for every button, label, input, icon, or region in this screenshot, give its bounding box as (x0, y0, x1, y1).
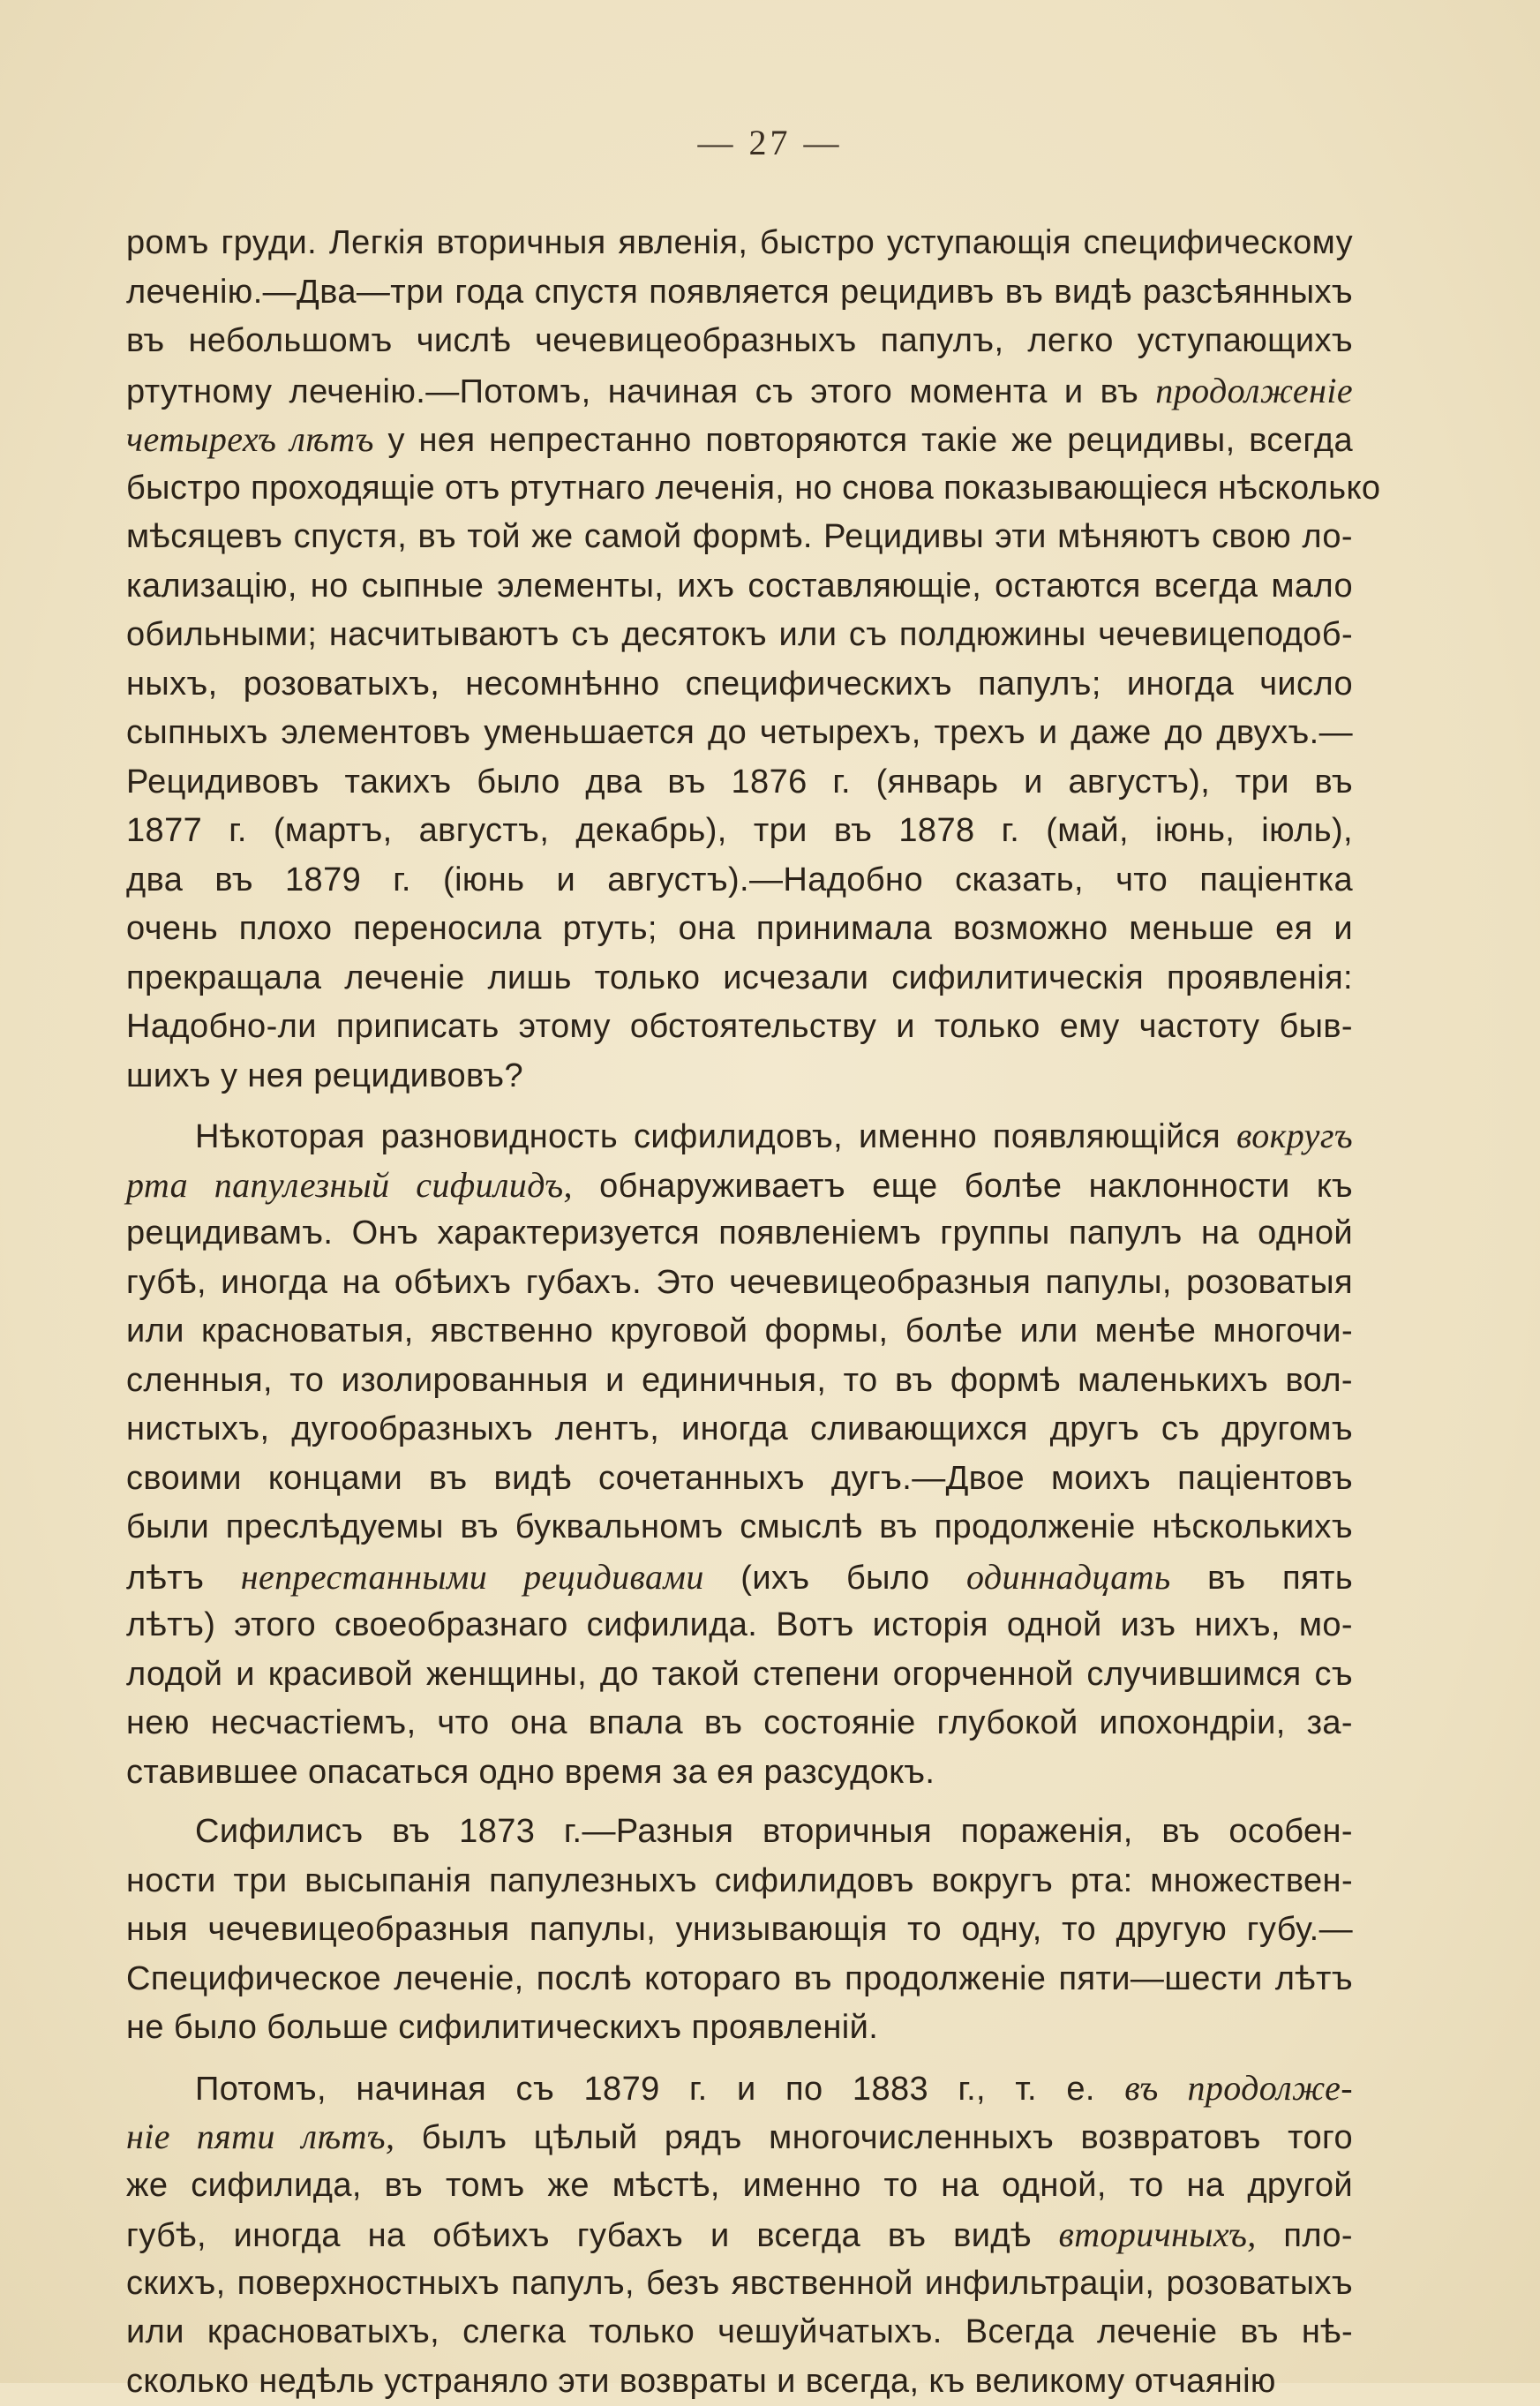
text-run: обнаруживаетъ еще болѣе наклонности къ (573, 1168, 1353, 1205)
text-run: ставившее опасаться одно время за ея разсудокъ. (126, 1754, 935, 1791)
text-line (126, 562, 1353, 612)
text-line (126, 1601, 1353, 1650)
text-line (126, 1808, 1353, 1857)
body-text (126, 219, 1353, 2406)
text-line (126, 1748, 1353, 1798)
text-run: 1877 г. (мартъ, августъ, декабрь), три въ 1878 г. (май, іюнь, іюль), (126, 812, 1353, 849)
italic-run: непрестанными рецидивами (241, 1557, 704, 1597)
text-run: лѣтъ) этого своеобразнаго сифилида. Вотъ исторія одной изъ нихъ, мо- (126, 1606, 1353, 1643)
text-run: ртутному леченію.—Потомъ, начиная съ этого момента и въ (126, 373, 1155, 410)
text-run: не было больше сифилитическихъ проявленій. (126, 2009, 878, 2046)
text-line (126, 513, 1353, 562)
text-run: кализацію, но сыпные элементы, ихъ составляющіе, остаются всегда мало (126, 568, 1353, 605)
paragraph (126, 2064, 1353, 2406)
text-line (126, 366, 1353, 416)
text-run: нею несчастіемъ, что она впала въ состояніе глубокой ипохондріи, за- (126, 1704, 1353, 1741)
text-run: быстро проходящіе отъ ртутнаго леченія, но снова показывающіеся нѣсколько (126, 470, 1380, 507)
paragraph-gap (126, 2053, 1353, 2064)
text-line (126, 1405, 1353, 1455)
text-line (126, 219, 1353, 268)
paragraph (126, 219, 1353, 1101)
text-line (126, 1857, 1353, 1906)
text-run: шихъ у нея рецидивовъ? (126, 1057, 523, 1094)
text-line (126, 464, 1353, 514)
text-run: Сифилисъ въ 1873 г.—Разныя вторичныя пораженія, въ особен- (195, 1813, 1353, 1850)
text-line (126, 807, 1353, 856)
text-line (126, 415, 1353, 464)
text-run: сленныя, то изолированныя и единичныя, то въ формѣ маленькихъ вол- (126, 1362, 1353, 1399)
text-line (126, 1553, 1353, 1602)
italic-run: продолженіе (1155, 371, 1353, 410)
text-line (126, 2064, 1353, 2113)
text-line (126, 2259, 1353, 2309)
italic-run: рта папулезный сифилидъ, (126, 1165, 573, 1205)
text-run: пло- (1257, 2217, 1353, 2254)
text-run: губѣ, иногда на обѣихъ губахъ. Это чечевицеобразныя папулы, розоватыя (126, 1264, 1353, 1301)
text-run: или красноватыя, явственно круговой формы, болѣе или менѣе многочи- (126, 1312, 1353, 1350)
text-line (126, 758, 1353, 808)
text-run: были преслѣдуемы въ буквальномъ смыслѣ въ продолженіе нѣсколькихъ (126, 1508, 1353, 1545)
text-run: у нея непрестанно повторяются такіе же рецидивы, всегда (374, 422, 1353, 459)
text-line (126, 1955, 1353, 2004)
text-run: ныхъ, розоватыхъ, несомнѣнно специфическихъ папулъ; иногда число (126, 665, 1353, 703)
text-line (126, 954, 1353, 1004)
text-run: или красноватыхъ, слегка только чешуйчатыхъ. Всегда леченіе въ нѣ- (126, 2313, 1353, 2350)
text-run: Специфическое леченіе, послѣ котораго въ продолженіе пяти—шести лѣтъ (126, 1960, 1353, 1997)
text-run: скихъ, поверхностныхъ папулъ, безъ явственной инфильтраціи, розоватыхъ (126, 2265, 1353, 2302)
text-run: мѣсяцевъ спустя, въ той же самой формѣ. Рецидивы эти мѣняютъ свою ло- (126, 518, 1353, 555)
paragraph-gap (126, 1101, 1353, 1111)
text-run: былъ цѣлый рядъ многочисленныхъ возвратовъ того (394, 2119, 1353, 2156)
text-line (126, 1455, 1353, 1504)
text-line (126, 905, 1353, 954)
text-line (126, 1161, 1353, 1210)
text-line (126, 1307, 1353, 1357)
text-line (126, 709, 1353, 758)
text-run: леченію.—Два—три года спустя появляется рецидивъ въ видѣ разсѣянныхъ (126, 274, 1353, 311)
text-run: рецидивамъ. Онъ характеризуется появленіемъ группы папулъ на одной (126, 1214, 1353, 1252)
text-line (126, 1503, 1353, 1553)
text-line (126, 1003, 1353, 1052)
text-run: (ихъ было (704, 1560, 966, 1597)
text-line (126, 2112, 1353, 2162)
text-line (126, 1699, 1353, 1748)
text-line (126, 660, 1353, 710)
text-line (126, 1650, 1353, 1700)
italic-run: одиннадцать (966, 1557, 1171, 1597)
text-run: ности три высыпанія папулезныхъ сифилидовъ вокругъ рта: множествен- (126, 1862, 1353, 1899)
text-run: ныя чечевицеобразныя папулы, унизывающія то одну, то другую губу.— (126, 1911, 1353, 1948)
text-run: въ небольшомъ числѣ чечевицеобразныхъ папулъ, легко уступающихъ (126, 322, 1353, 359)
text-line (126, 1259, 1353, 1308)
text-run: Рецидивовъ такихъ было два въ 1876 г. (январь и августъ), три въ (126, 763, 1353, 801)
text-line (126, 317, 1353, 366)
text-run: своими концами въ видѣ сочетанныхъ дугъ.—Двое моихъ паціентовъ (126, 1460, 1353, 1497)
text-run: лодой и красивой женщины, до такой степени огорченной случившимся съ (126, 1656, 1353, 1693)
text-run: ромъ груди. Легкія вторичныя явленія, быстро уступающія специфическому (126, 224, 1353, 261)
text-run: лѣтъ (126, 1560, 241, 1597)
text-run: очень плохо переносила ртуть; она принимала возможно меньше ея и (126, 910, 1353, 947)
text-run: сыпныхъ элементовъ уменьшается до четырехъ, трехъ и даже до двухъ.— (126, 714, 1353, 751)
text-line (126, 2308, 1353, 2357)
page-number: — 27 — (0, 122, 1540, 163)
text-line (126, 1111, 1353, 1161)
text-run: Надобно-ли приписать этому обстоятельству и только ему частоту быв- (126, 1008, 1353, 1045)
text-line (126, 1052, 1353, 1101)
italic-run: четырехъ лѣтъ (126, 419, 374, 459)
text-line (126, 2357, 1353, 2406)
text-run: нистыхъ, дугообразныхъ лентъ, иногда сливающихся другъ съ другомъ (126, 1410, 1353, 1447)
text-line (126, 856, 1353, 906)
text-run: обильными; насчитываютъ съ десятокъ или съ полдюжины чечевицеподоб- (126, 616, 1353, 653)
italic-run: вокругъ (1236, 1116, 1353, 1155)
paragraph (126, 1111, 1353, 1797)
paragraph (126, 1808, 1353, 2053)
text-run: въ пять (1171, 1560, 1353, 1597)
text-line (126, 1906, 1353, 1955)
italic-run: вторичныхъ, (1058, 2214, 1256, 2254)
text-line (126, 611, 1353, 660)
text-run: же сифилида, въ томъ же мѣстѣ, именно то на одной, то на другой (126, 2167, 1353, 2204)
text-line (126, 1209, 1353, 1259)
text-run: сколько недѣль устраняло эти возвраты и всегда, къ великому отчаянію (126, 2363, 1276, 2400)
text-line (126, 2210, 1353, 2259)
text-line (126, 268, 1353, 318)
text-run: два въ 1879 г. (іюнь и августъ).—Надобно сказать, что паціентка (126, 861, 1353, 898)
text-line (126, 2004, 1353, 2053)
italic-run: въ продолже- (1124, 2068, 1353, 2108)
text-line (126, 1357, 1353, 1406)
text-line (126, 2162, 1353, 2211)
text-run: прекращала леченіе лишь только исчезали сифилитическія проявленія: (126, 959, 1353, 996)
text-run: губѣ, иногда на обѣихъ губахъ и всегда въ видѣ (126, 2217, 1058, 2254)
italic-run: ніе пяти лѣтъ, (126, 2117, 394, 2156)
text-run: Потомъ, начиная съ 1879 г. и по 1883 г., т. е. (195, 2071, 1124, 2108)
text-run: Нѣкоторая разновидность сифилидовъ, именно появляющійся (195, 1118, 1236, 1155)
paragraph-gap (126, 1797, 1353, 1808)
